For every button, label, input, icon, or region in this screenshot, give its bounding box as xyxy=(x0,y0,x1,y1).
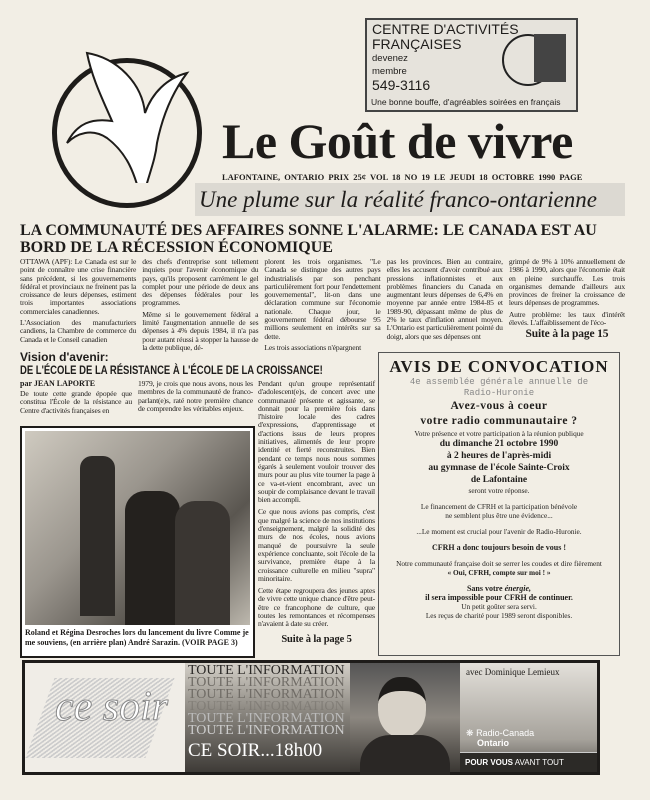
notice-text: « Oui, CFRH, compte sur moi ! » xyxy=(447,568,551,577)
paragraph: grimpé de 9% à 10% annuellement de 1986 à 1990, alors que l'économie était en pleine surchauffe. Les trois organismes demande d'ailleurs aux provinces de freiner la croissance de leurs dépenses de programmes. xyxy=(508,257,626,308)
notice-text: ...Le moment est crucial pour l'avenir de Radio-Huronie. xyxy=(416,527,582,536)
notice-text: CFRH a donc toujours besoin de vous ! xyxy=(431,543,566,552)
continued-link[interactable]: Suite à la page 5 xyxy=(281,633,352,645)
ad-text-column xyxy=(185,663,350,772)
article-column xyxy=(264,258,380,350)
notice-text: Notre communauté française doit se serrer les coudes et dire fièrement xyxy=(396,559,602,568)
article-column xyxy=(20,258,136,350)
paragraph: Autre problème: les taux d'intérêt élevés. L'affaiblissement de l'éco- xyxy=(508,309,626,328)
article-column: De toute cette grande épopée que constitua l'École de la résistance au Centre d'activités françaises en xyxy=(20,389,132,415)
network-name: Radio-Canada xyxy=(476,728,535,738)
paragraph: pas les provinces. Bien au contraire, elles les accusent d'avoir contribué aux pressions inflationnistes et aux problèmes financiers du Canada en augmentant leurs dépenses de 6,4% en moyenne par année entre 1984-85 et 1989-90, dépassant même de plus de 2% le taux d'inflation annuel moyen. L'Ontario est particulièrement pointé du doigt, alors que ses dépenses ont xyxy=(386,257,503,341)
ad-line: CENTRE D'ACTIVITÉS xyxy=(372,21,519,37)
network-panel xyxy=(460,663,597,772)
news-photo xyxy=(20,426,255,658)
ad-line: TOUTE L'INFORMATION xyxy=(188,723,345,738)
notice-text: Le financement de CFRH et la participation bénévole xyxy=(420,502,578,511)
network-logo xyxy=(466,728,534,748)
vision-headline xyxy=(20,351,375,377)
notice-text: Votre présence et votre participation à la réunion publique xyxy=(414,429,584,438)
dove-icon xyxy=(57,33,197,183)
network-slogan xyxy=(460,752,597,772)
notice-text: Sans votre xyxy=(466,584,505,593)
notice-subtitle: Radio-Huronie xyxy=(463,388,535,398)
notice-text: seront votre réponse. xyxy=(468,486,530,495)
byline: par JEAN LAPORTE xyxy=(20,379,96,388)
notice-place: de Lafontaine xyxy=(470,475,528,485)
ce-soir-logo xyxy=(25,663,185,772)
network-region: Ontario xyxy=(477,738,510,748)
slogan-rest: AVANT TOUT xyxy=(513,758,564,767)
notice-place: au gymnase de l'école Sainte-Croix xyxy=(428,463,570,473)
radio-canada-icon: ❋ xyxy=(466,728,474,738)
paragraph: Cette étape regroupera des jeunes aptes de vivre cette unique chance d'être peut-être ce francophone de culture, que toutes les remontances et récompenses n'avaient à date su créer. xyxy=(258,586,375,629)
newspaper-title: Le Goût de vivre xyxy=(222,113,573,169)
paragraph: Même si le gouvernement fédéral a limité l'augmentation annuelle de ses dépenses à 4% depuis 1984, il n'a pas pour autant réussi à stopper la hausse de la dette publique, dé- xyxy=(142,309,259,352)
article-column: 1979, je crois que nous avons, nous les membres de la communauté de franco-parlant(e)s, raté notre première chance de comprendre les véritables enjeux. xyxy=(138,379,253,413)
paragraph: Les trois associations n'épargnent xyxy=(264,342,362,352)
ad-centre-activites xyxy=(365,18,578,112)
notice-date: du dimanche 21 octobre 1990 xyxy=(439,439,559,449)
ad-line: TOUTE L'INFORMATION xyxy=(188,699,345,714)
notice-subtitle: 4e assemblée générale annuelle de xyxy=(409,377,589,387)
notice-text: énergie, xyxy=(504,584,532,593)
lead-article xyxy=(20,258,625,350)
ad-line: TOUTE L'INFORMATION xyxy=(188,687,345,702)
article-column xyxy=(258,380,375,646)
kicker: Vision d'avenir: xyxy=(20,350,109,364)
ad-line: TOUTE L'INFORMATION xyxy=(188,675,345,690)
notice-question: Avez-vous à coeur xyxy=(450,400,548,412)
article-column xyxy=(387,258,503,350)
paragraph: plorent les trois organismes. "Le Canada se distingue des autres pays industrialisés par son penchant particulièrement fort pour l'endettement gouvernemental", lit-on dans une déclaration commune sur l'économie nationale. Chaque jour, le gouvernement fédéral débourse 95 millions seulement en intérêts sur sa dette. xyxy=(264,257,381,341)
paragraph: des chefs d'entreprise sont tellement inquiets pour l'avenir économique du pays, qu'ils proposent carrément le gel complet pour une période de deux ans des dépenses fédérales pour les programmes. xyxy=(142,257,259,308)
ad-time: CE SOIR...18h00 xyxy=(188,740,323,761)
slogan-bold: POUR VOUS xyxy=(465,758,514,767)
ad-line: membre xyxy=(372,66,407,77)
notice-time: à 2 heures de l'après-midi xyxy=(446,451,552,461)
photo-image xyxy=(25,431,250,625)
continued-link[interactable]: Suite à la page 15 xyxy=(525,328,609,341)
lead-headline: LA COMMUNAUTÉ DES AFFAIRES SONNE L'ALARME: LE CANADA EST AU BORD DE LA RÉCESSION ÉCONOMIQUE xyxy=(20,222,597,256)
ad-phone: 549-3116 xyxy=(372,77,431,93)
ad-line: TOUTE L'INFORMATION xyxy=(188,711,345,726)
paragraph: OTTAWA (APF): Le Canada est sur le point de connaître une crise financière sans précédent, si les gouvernements fédéral et provinciaux ne freinent pas la croissance de leurs dépenses, estiment trois importantes associations commerciales canadiennes. xyxy=(20,257,137,316)
paragraph: L'Association des manufacturiers candiens, la Chambre de commerce du Canada et le Conseil canadien xyxy=(20,318,137,344)
postmark-stamp-icon xyxy=(500,26,570,91)
host-photo xyxy=(350,663,460,772)
headline: DE L'ÉCOLE DE LA RÉSISTANCE À L'ÉCOLE DE LA CROISSANCE! xyxy=(20,363,323,377)
article-column xyxy=(142,258,258,350)
notice-box xyxy=(378,352,620,656)
notice-title: AVIS DE CONVOCATION xyxy=(389,357,609,376)
notice-text: Les reçus de charité pour 1989 seront disponibles. xyxy=(425,611,573,620)
paragraph: Ce que nous avions pas compris, c'est que malgré la science de nos institutions d'enseignement, malgré la solidité des murs de nos écoles, nous avions manqué de poursuivre la seule expérience concluante, soit l'école de la survivance, première étape à la croissance culturelle en milieu "supra" minoritaire. xyxy=(258,507,375,583)
notice-text: ne semblent plus être une évidence... xyxy=(445,511,553,520)
article-column xyxy=(509,258,625,350)
ad-slogan: Une bonne bouffe, d'agréables soirées en français xyxy=(371,97,561,107)
notice-text: Un petit goûter sera servi. xyxy=(461,602,537,611)
newspaper-logo xyxy=(52,58,202,208)
photo-caption: Roland et Régina Desroches lors du lancement du livre Comme je me souviens, (en arrière plan) André Sarazin. (VOIR PAGE 3) xyxy=(25,628,249,647)
host-name: avec Dominique Lemieux xyxy=(466,667,560,677)
logo-text: ce soir xyxy=(55,684,169,730)
tv-ad-banner xyxy=(22,660,600,775)
ad-line: FRANÇAISES xyxy=(372,36,462,52)
ad-line: TOUTE L'INFORMATION xyxy=(188,663,345,678)
paragraph: Pendant qu'un groupe représentatif d'adolescent(e)s, de concert avec une communauté présente et agissante, se donnait pour la première fois dans l'histoire locale des cadres d'expressions, d'apprentissage et d'actions issus de leurs propres initiatives, alimentés de leur propre identité et fierté reconstruites. Bien pendant ce temps nous nous sommes égarés à seulement vouloir trouver des murs pour au plus vite tourner la page à ce va-et-vient encombrant, avec un soupir de complaisance devant le travail bien accompli. xyxy=(258,379,375,505)
notice-text: il sera impossible pour CFRH de continuer. xyxy=(425,593,573,602)
tagline: Une plume sur la réalité franco-ontarienne xyxy=(195,183,625,216)
dateline: LAFONTAINE, ONTARIO PRIX 25¢ VOL 18 NO 19 LE JEUDI 18 OCTOBRE 1990 PAGE xyxy=(222,172,583,182)
notice-question: votre radio communautaire ? xyxy=(420,415,578,427)
ad-line: devenez xyxy=(372,53,408,64)
